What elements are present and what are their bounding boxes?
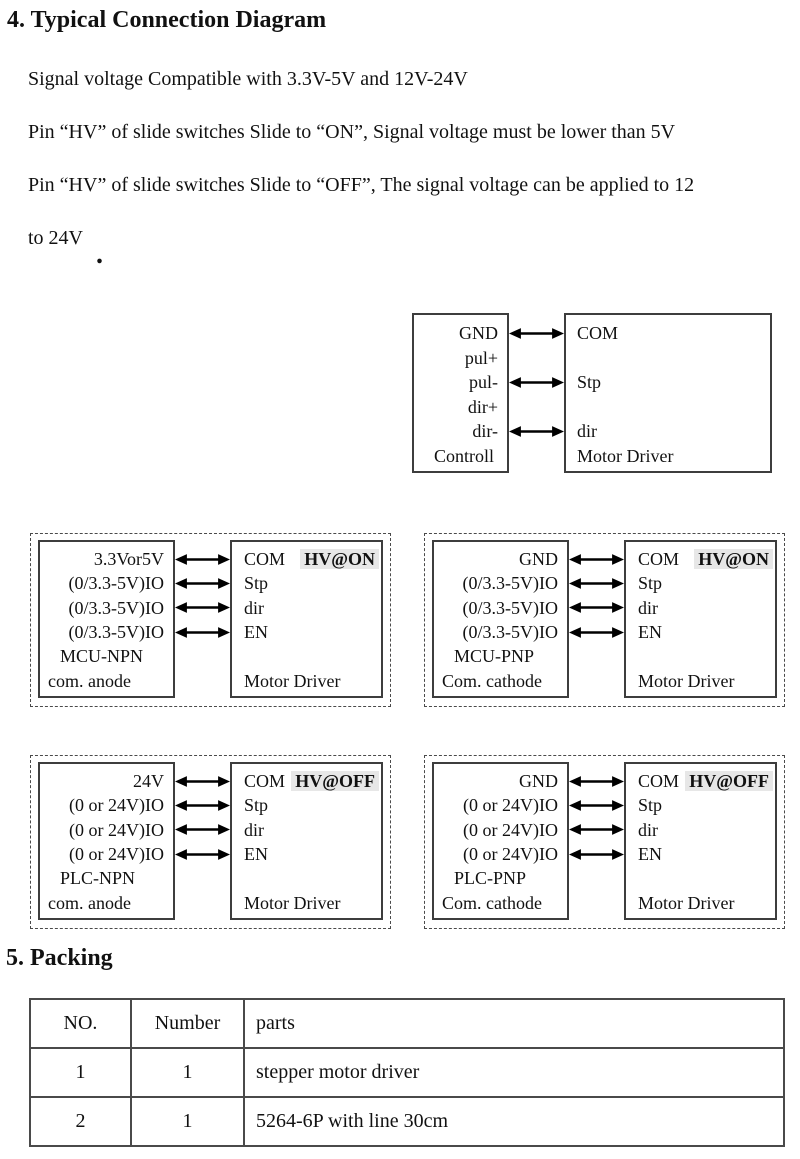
pin-label: dir [244,819,264,840]
arrow-slot [175,866,230,890]
box-label: MCU-PNP [454,646,535,667]
arrow-slot [175,818,230,842]
paragraph-continuation: to 24V [28,227,83,249]
double-arrow-icon [569,577,624,590]
pin-label: EN [638,844,662,865]
arrow-column [175,762,230,920]
arrow-column [569,762,624,920]
pin-label: Motor Driver [638,670,735,691]
pin-row [566,370,770,395]
left-box [432,540,569,698]
box-label: com. anode [48,670,131,691]
box-label: PLC-PNP [454,868,527,889]
pin-label: GND [459,323,498,344]
driver-box [624,762,777,920]
double-arrow-icon [175,799,230,812]
pin-label: (0 or 24V)IO [463,819,558,840]
left-box [432,762,569,920]
pin-row [566,444,770,469]
pin-label: (0/3.3-5V)IO [462,573,558,594]
table-row [30,1048,784,1097]
pin-row [232,818,381,842]
arrow-slot [175,793,230,817]
double-arrow-icon [175,601,230,614]
arrow-slot [175,571,230,595]
pin-label: COM [638,549,680,570]
arrow-slot [569,596,624,620]
arrow-slot [569,891,624,915]
pin-label: COM [244,771,286,792]
pin-row [566,395,770,420]
driver-box [230,540,383,698]
pin-label: Stp [638,573,663,594]
section5-heading: 5. Packing [6,945,113,971]
arrow-slot [175,769,230,793]
box-label: Com. cathode [442,892,542,913]
diagram-plc-npn [30,755,391,929]
hv-mode-badge: HV@ON [300,549,379,569]
pin-label: GND [519,771,558,792]
intro-text [28,66,790,278]
pin-label: pul+ [464,347,498,368]
column-header: parts [244,999,784,1048]
stray-period: . [96,239,103,270]
table-cell: 5264-6P with line 30cm [244,1097,784,1146]
arrow-slot [569,842,624,866]
table-cell: 2 [30,1097,131,1146]
arrow-slot [509,346,564,371]
arrow-slot [569,769,624,793]
packing-table [29,998,785,1147]
pin-label: dir [577,421,597,442]
table-header-row [30,999,784,1048]
double-arrow-icon [569,848,624,861]
diagram-plc-pnp [424,755,785,929]
pin-row [626,769,775,793]
pin-label: (0/3.3-5V)IO [68,597,164,618]
hv-mode-badge: HV@ON [694,549,773,569]
box-label: Controll [434,445,495,466]
pin-label: EN [638,622,662,643]
left-box [412,313,509,473]
pin-row [626,620,775,644]
pin-row [566,346,770,371]
hv-mode-badge: HV@OFF [685,771,773,791]
arrow-slot [175,669,230,693]
pin-row [232,669,381,693]
pin-row [566,419,770,444]
arrow-slot [569,571,624,595]
double-arrow-icon [509,425,564,438]
arrow-slot [175,547,230,571]
pin-row [232,842,381,866]
arrow-slot [175,891,230,915]
double-arrow-icon [569,626,624,639]
pin-row [626,866,775,890]
pin-label: dir- [472,421,498,442]
arrow-slot [175,596,230,620]
paragraph-hv-on: Pin “HV” of slide switches Slide to “ON”, Signal voltage must be lower than 5V [28,121,676,143]
arrow-slot [175,644,230,668]
pin-row [232,547,381,571]
double-arrow-icon [569,823,624,836]
column-header: NO. [30,999,131,1048]
double-arrow-icon [175,848,230,861]
pin-label: (0 or 24V)IO [463,844,558,865]
pin-row [232,644,381,668]
pin-label: (0/3.3-5V)IO [462,597,558,618]
driver-box [624,540,777,698]
hv-mode-badge: HV@OFF [291,771,379,791]
pin-label: Stp [577,372,602,393]
double-arrow-icon [569,553,624,566]
column-header: Number [131,999,244,1048]
box-label: PLC-NPN [60,868,136,889]
box-label: MCU-NPN [60,646,144,667]
pin-label: (0/3.3-5V)IO [68,573,164,594]
pin-label: Motor Driver [577,445,674,466]
arrow-slot [569,818,624,842]
pin-label: dir [244,597,264,618]
arrow-column [175,540,230,698]
arrow-slot [509,370,564,395]
table-row [30,1097,784,1146]
table-cell: 1 [131,1048,244,1097]
pin-row [232,793,381,817]
diagram-mcu-npn [30,533,391,707]
pin-label: COM [577,323,619,344]
connection-diagrams-grid [30,533,785,929]
double-arrow-icon [569,799,624,812]
driver-box [564,313,772,473]
arrow-slot [569,620,624,644]
pin-label: (0 or 24V)IO [69,844,164,865]
arrow-slot [509,444,564,469]
pin-row [626,793,775,817]
pin-row [232,866,381,890]
table-cell: 1 [131,1097,244,1146]
pin-label: (0 or 24V)IO [69,819,164,840]
pin-row [566,321,770,346]
pin-label: (0 or 24V)IO [69,795,164,816]
section4-heading: 4. Typical Connection Diagram [7,7,327,33]
pin-label: dir+ [467,396,498,417]
table-cell: 1 [30,1048,131,1097]
pin-label: EN [244,844,268,865]
double-arrow-icon [175,775,230,788]
pin-row [626,669,775,693]
pin-label: dir [638,819,658,840]
paragraph-signal-voltage: Signal voltage Compatible with 3.3V-5V and 12V-24V [28,68,468,90]
pin-row [626,891,775,915]
arrow-slot [569,547,624,571]
double-arrow-icon [569,601,624,614]
pin-row [232,596,381,620]
arrow-slot [509,419,564,444]
diagram-mcu-pnp [424,533,785,707]
pin-label: dir [638,597,658,618]
box-label: com. anode [48,892,131,913]
pin-label: COM [244,549,286,570]
arrow-slot [569,669,624,693]
pin-label: Motor Driver [638,892,735,913]
pin-label: Stp [244,573,269,594]
pin-label: (0/3.3-5V)IO [462,622,558,643]
left-box [38,540,175,698]
pin-label: EN [244,622,268,643]
pin-label: Stp [244,795,269,816]
arrow-slot [569,644,624,668]
pin-label: Motor Driver [244,892,341,913]
pin-label: 24V [133,771,164,792]
arrow-slot [569,793,624,817]
arrow-column [509,313,564,473]
pin-row [626,842,775,866]
arrow-slot [569,866,624,890]
double-arrow-icon [509,327,564,340]
pin-label: COM [638,771,680,792]
controller-motor-driver-diagram [412,313,772,473]
left-box [38,762,175,920]
pin-row [626,818,775,842]
driver-box [230,762,383,920]
double-arrow-icon [569,775,624,788]
double-arrow-icon [175,823,230,836]
pin-row [232,891,381,915]
pin-label: GND [519,549,558,570]
pin-row [232,571,381,595]
arrow-slot [509,321,564,346]
pin-row [626,547,775,571]
pin-label: (0/3.3-5V)IO [68,622,164,643]
pin-label: (0 or 24V)IO [463,795,558,816]
pin-label: Stp [638,795,663,816]
double-arrow-icon [175,577,230,590]
pin-row [626,571,775,595]
double-arrow-icon [175,626,230,639]
table-cell: stepper motor driver [244,1048,784,1097]
arrow-slot [175,620,230,644]
pin-label: pul- [469,372,498,393]
paragraph-hv-off: Pin “HV” of slide switches Slide to “OFF”, The signal voltage can be applied to 12 [28,174,695,196]
pin-row [232,620,381,644]
arrow-slot [509,395,564,420]
box-label: Com. cathode [442,670,542,691]
arrow-slot [175,842,230,866]
pin-row [626,596,775,620]
double-arrow-icon [509,376,564,389]
pin-row [232,769,381,793]
arrow-column [569,540,624,698]
pin-row [626,644,775,668]
pin-label: 3.3Vor5V [93,549,164,570]
pin-label: Motor Driver [244,670,341,691]
double-arrow-icon [175,553,230,566]
